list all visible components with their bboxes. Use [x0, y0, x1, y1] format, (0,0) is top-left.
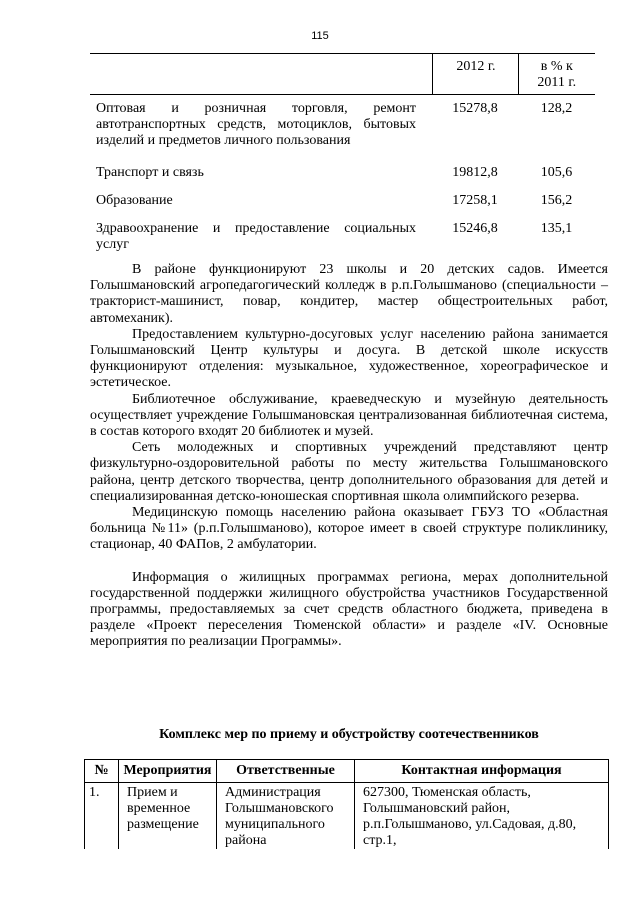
row-name: Оптовая и розничная торговля, ремонт автотранспортных средств, мотоциклов, бытовых изделий и предметов личного пользования	[96, 101, 416, 148]
statistics-table	[90, 53, 595, 253]
row-name: Здравоохранение и предоставление социальных услуг	[96, 221, 416, 252]
section-title: Комплекс мер по приему и обустройству соотечественников	[159, 727, 539, 742]
row-responsible: Администрация Голышмановского муниципального района	[217, 783, 355, 850]
row-percent: 105,6	[540, 165, 573, 180]
table-row	[90, 95, 595, 160]
row-contact: 627300, Тюменская область, Голышмановский район, р.п.Голышманово, ул.Садовая, д.80, стр.1,	[355, 783, 609, 850]
header-percent-line1: в % к	[540, 59, 573, 74]
header-responsible: Ответственные	[217, 760, 355, 783]
measures-table	[84, 759, 609, 849]
row-number: 1.	[85, 783, 119, 850]
table-row	[90, 217, 595, 253]
paragraph-schools: В районе функционируют 23 школы и 20 детских садов. Имеется Голышмановский агропедагогический колледж в р.п.Голышманово (специальности – тракторист-машинист, повар, кондитер, мастер общестроительных работ, автомеханик).	[90, 262, 608, 326]
paragraph-library: Библиотечное обслуживание, краеведческую и музейную деятельность осуществляет учреждение Голышмановская централизованная библиотечная система, в состав которого входят 20 библиотек и музей.	[90, 391, 608, 440]
page-number: 115	[311, 30, 329, 42]
paragraph-housing: Информация о жилищных программах региона, мерах дополнительной государственной поддержки жилищного обустройства участников Государственной программы, предоставляемых за счет средств областного бюджета, приведена в разделе «Проект переселения Тюменской области» и разделе «IV. Основные мероприятия по реализации Программы».	[90, 569, 608, 650]
row-percent: 128,2	[540, 101, 573, 116]
header-percent	[518, 54, 595, 95]
row-value: 17258,1	[452, 193, 498, 208]
header-number: №	[85, 760, 119, 783]
row-activity: Прием и временное размещение	[119, 783, 217, 850]
header-activities: Мероприятия	[119, 760, 217, 783]
header-indicator	[90, 54, 432, 95]
table-row	[85, 783, 609, 850]
row-percent: 135,1	[540, 221, 573, 236]
row-value: 15246,8	[452, 221, 498, 236]
row-name: Транспорт и связь	[96, 165, 204, 180]
row-value: 15278,8	[452, 101, 498, 116]
measures-table-header	[85, 760, 609, 783]
row-value: 19812,8	[452, 165, 498, 180]
body-text	[90, 262, 608, 651]
paragraph-culture: Предоставлением культурно-досуговых услуг населению района занимается Голышмановский Центр культуры и досуга. В детской школе искусств функционируют отделения: музыкальное, художественное, хореографическое и эстетическое.	[90, 326, 608, 391]
row-name: Образование	[96, 193, 173, 208]
statistics-table-header	[90, 54, 595, 95]
paragraph-medical: Медицинскую помощь населению района оказывает ГБУЗ ТО «Областная больница №11» (р.п.Голышманово), которое имеет в своей структуре поликлинику, стационар, 40 ФАПов, 2 амбулатории.	[90, 505, 608, 553]
table-row	[90, 159, 595, 189]
paragraph-sports: Сеть молодежных и спортивных учреждений представляют центр физкультурно-оздоровительной работы по месту жительства Голышмановского района, центр детского творчества, центр дополнительного образования для детей и специализированная детско-юношеская спортивная школа олимпийского резерва.	[90, 440, 608, 504]
table-row	[90, 189, 595, 217]
header-percent-line2: 2011 г.	[537, 75, 577, 90]
row-percent: 156,2	[540, 193, 573, 208]
header-contact: Контактная информация	[355, 760, 609, 783]
header-year: 2012 г.	[432, 54, 518, 95]
